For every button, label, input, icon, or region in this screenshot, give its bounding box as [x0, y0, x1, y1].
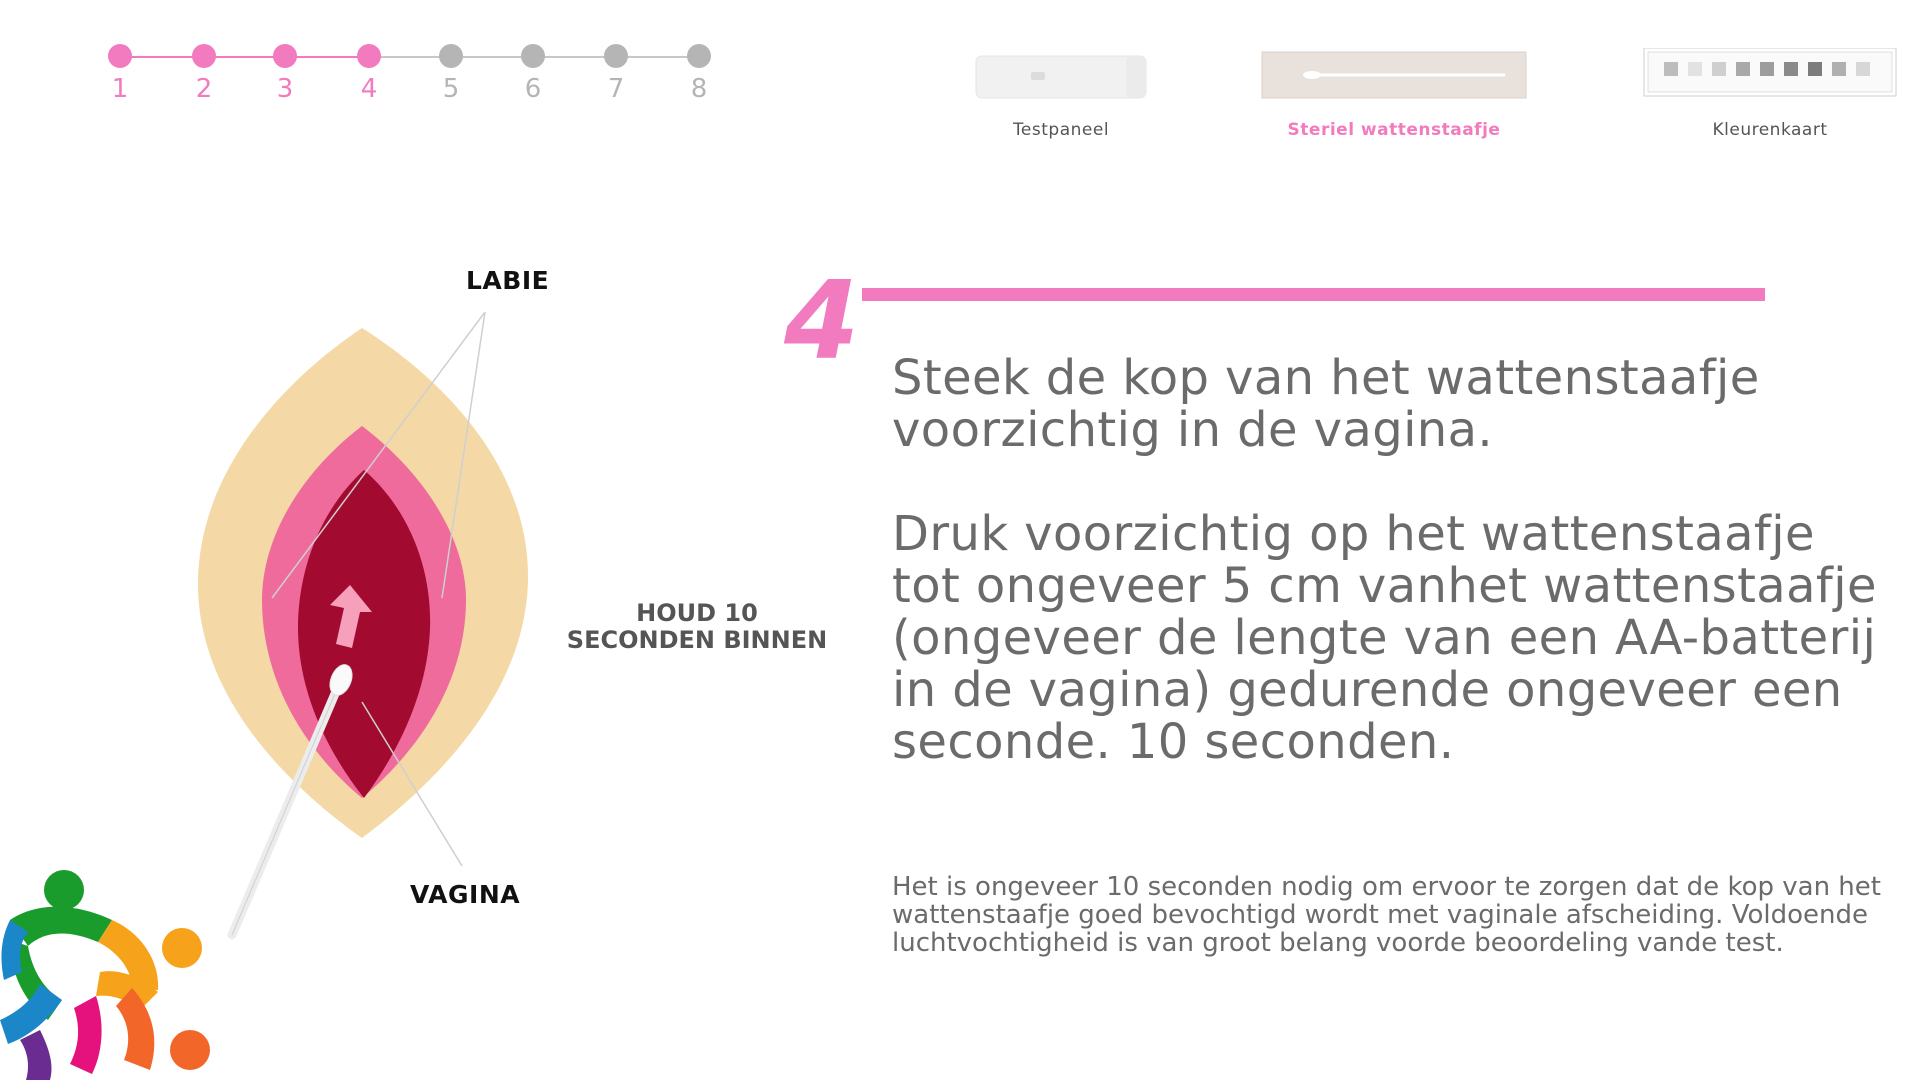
label-labie: LABIE [466, 266, 550, 295]
step-number: 3 [276, 74, 294, 104]
step-5[interactable] [433, 40, 469, 104]
instruction-paragraph-2: Druk voorzichtig op het wattenstaafje tot ongeveer 5 cm vanhet wattenstaafje (ongeveer de lengte van een AA-batterij in de vagina) gedurende ongeveer een seconde. 10 seconden. [892, 506, 1877, 770]
hold-line-1: HOUD 10 [636, 599, 758, 627]
stepper-line-done [120, 56, 369, 58]
step-dot [273, 44, 297, 68]
color-chart-image [1620, 48, 1920, 108]
step-8[interactable] [681, 40, 717, 104]
label-vagina: VAGINA [410, 880, 521, 909]
step-number: 8 [690, 74, 708, 104]
kit-item-wattenstaafje [1244, 48, 1544, 140]
step-3[interactable] [267, 40, 303, 104]
step-dot [687, 44, 711, 68]
step-dot [439, 44, 463, 68]
test-panel-image [911, 48, 1211, 108]
step-2[interactable] [186, 40, 222, 104]
step-dot [108, 44, 132, 68]
step-number: 1 [111, 74, 129, 104]
step-dot [192, 44, 216, 68]
kit-item-kleurenkaart [1620, 48, 1920, 140]
kit-item-label: Kleurenkaart [1712, 120, 1828, 140]
step-number: 6 [524, 74, 542, 104]
instruction-note: Het is ongeveer 10 seconden nodig om ervoor te zorgen dat de kop van het wattenstaafje goed bevochtigd wordt met vaginale afscheiding. Voldoende luchtvochtigheid is van groot belang voorde beoordeling vande test. [892, 872, 1881, 958]
swab-package-image [1244, 48, 1544, 108]
step-1[interactable] [102, 40, 138, 104]
step-dot [357, 44, 381, 68]
step-number: 4 [360, 74, 378, 104]
hold-line-2: SECONDEN BINNEN [566, 626, 828, 654]
kit-item-testpaneel [911, 48, 1211, 140]
kit-item-label: Steriel wattenstaafje [1287, 120, 1501, 140]
kit-item-label: Testpaneel [1012, 120, 1110, 140]
step-number: 5 [442, 74, 460, 104]
step-dot [521, 44, 545, 68]
step-number: 7 [607, 74, 625, 104]
step-4[interactable] [351, 40, 387, 104]
step-dot [604, 44, 628, 68]
step-number-large: 4 [784, 259, 860, 384]
accent-rule [862, 288, 1765, 301]
brand-logo [0, 860, 220, 1080]
hold-instruction [552, 600, 842, 654]
step-number: 2 [195, 74, 213, 104]
anatomy-diagram [0, 300, 560, 940]
progress-stepper [106, 40, 706, 110]
step-6[interactable] [515, 40, 551, 104]
instruction-paragraph-1: Steek de kop van het wattenstaafje voorzichtig in de vagina. [892, 350, 1760, 458]
step-7[interactable] [598, 40, 634, 104]
instruction-text [892, 352, 1892, 768]
